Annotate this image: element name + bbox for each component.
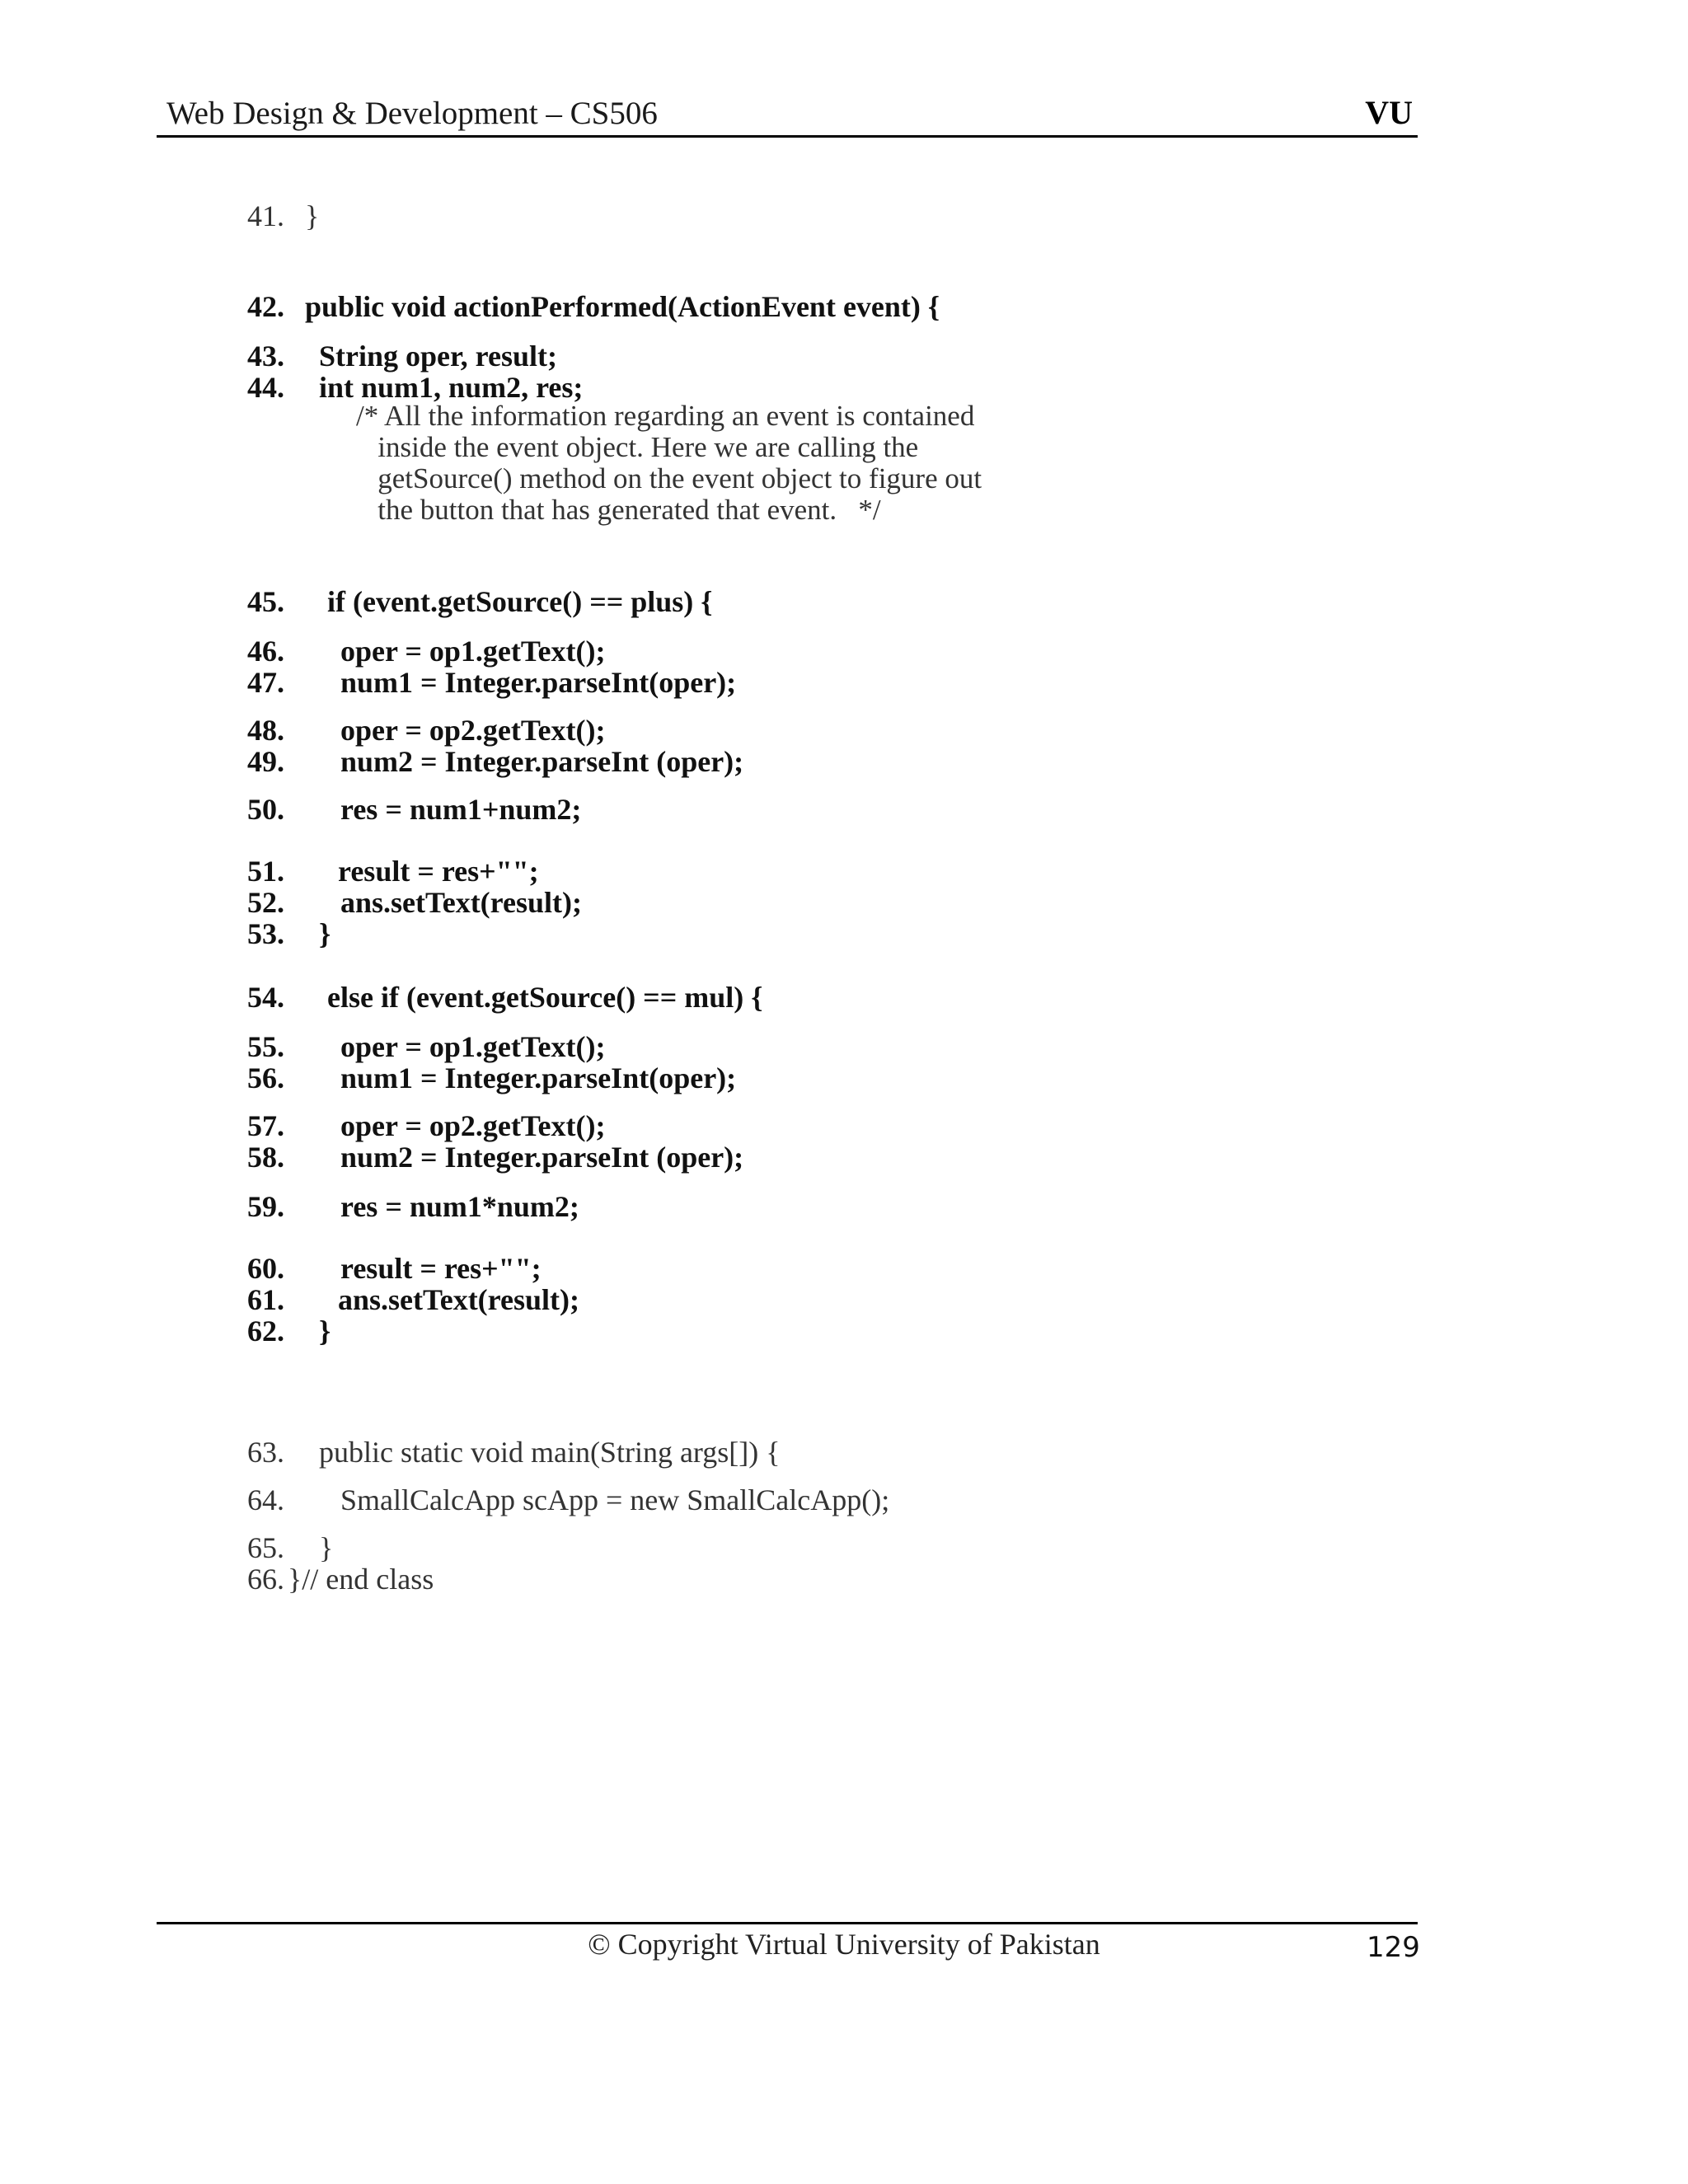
code-line-50 bbox=[232, 760, 581, 826]
code-text: result = res+""; bbox=[340, 1252, 542, 1285]
line-number: 44. bbox=[247, 371, 284, 404]
line-number: 51. bbox=[247, 855, 284, 888]
code-text: num2 = Integer.parseInt (oper); bbox=[340, 1141, 744, 1174]
code-text: public static void main(String args[]) { bbox=[319, 1436, 781, 1469]
line-number: 56. bbox=[247, 1062, 284, 1094]
code-text: } bbox=[319, 1315, 331, 1347]
code-text: else if (event.getSource() == mul) { bbox=[327, 981, 763, 1014]
code-text: String oper, result; bbox=[319, 340, 558, 373]
line-number: 60. bbox=[247, 1252, 284, 1285]
line-number: 57. bbox=[247, 1109, 284, 1142]
line-number: 54. bbox=[247, 981, 284, 1014]
code-line-41 bbox=[232, 166, 319, 232]
code-line-44 bbox=[232, 338, 583, 404]
line-number: 64. bbox=[247, 1483, 284, 1516]
code-text: } bbox=[319, 917, 331, 950]
line-number: 61. bbox=[247, 1283, 284, 1316]
code-text: num1 = Integer.parseInt(oper); bbox=[340, 1062, 737, 1094]
code-text: }// end class bbox=[288, 1563, 434, 1596]
code-text: res = num1+num2; bbox=[340, 793, 582, 826]
code-comment: /* All the information regarding an event is contained inside the event object. Here we are calling the getSource() method on the event object to figure out the button that has generated that event. */ bbox=[356, 400, 982, 526]
footer-copyright: © Copyright Virtual University of Pakistan bbox=[588, 1928, 1100, 1961]
code-text: ans.setText(result); bbox=[340, 886, 582, 919]
line-number: 58. bbox=[247, 1141, 284, 1174]
code-text: oper = op2.getText(); bbox=[340, 1109, 606, 1142]
code-text: res = num1*num2; bbox=[340, 1190, 579, 1223]
code-text: public void actionPerformed(ActionEvent event) { bbox=[305, 290, 940, 323]
code-text: num2 = Integer.parseInt (oper); bbox=[340, 745, 744, 778]
line-number: 50. bbox=[247, 793, 284, 826]
line-number: 42. bbox=[247, 290, 284, 323]
footer-divider bbox=[157, 1922, 1418, 1924]
line-number: 47. bbox=[247, 666, 284, 699]
line-number: 49. bbox=[247, 745, 284, 778]
code-line-59 bbox=[232, 1157, 579, 1223]
code-line-53 bbox=[232, 884, 331, 950]
code-text: oper = op2.getText(); bbox=[340, 714, 606, 747]
line-number: 43. bbox=[247, 340, 284, 373]
line-number: 53. bbox=[247, 917, 284, 950]
line-number: 66. bbox=[247, 1563, 284, 1596]
code-text: } bbox=[305, 199, 320, 232]
code-text: int num1, num2, res; bbox=[319, 371, 584, 404]
header-logo-text: VU bbox=[1365, 94, 1413, 131]
page-header bbox=[157, 94, 1418, 138]
code-text: oper = op1.getText(); bbox=[340, 1030, 606, 1063]
line-number: 62. bbox=[247, 1315, 284, 1347]
code-line-66 bbox=[232, 1530, 434, 1596]
code-text: ans.setText(result); bbox=[338, 1283, 579, 1316]
page-number: 129 bbox=[1367, 1931, 1420, 1964]
code-text: } bbox=[319, 1531, 334, 1564]
line-number: 59. bbox=[247, 1190, 284, 1223]
line-number: 65. bbox=[247, 1531, 284, 1564]
line-number: 52. bbox=[247, 886, 284, 919]
line-number: 55. bbox=[247, 1030, 284, 1063]
line-number: 41. bbox=[247, 199, 284, 232]
code-text: result = res+""; bbox=[338, 855, 539, 888]
code-text: SmallCalcApp scApp = new SmallCalcApp(); bbox=[340, 1483, 890, 1516]
line-number: 63. bbox=[247, 1436, 284, 1469]
line-number: 46. bbox=[247, 635, 284, 668]
code-text: oper = op1.getText(); bbox=[340, 635, 606, 668]
code-text: if (event.getSource() == plus) { bbox=[327, 585, 713, 618]
line-number: 45. bbox=[247, 585, 284, 618]
code-text: num1 = Integer.parseInt(oper); bbox=[340, 666, 737, 699]
header-title: Web Design & Development – CS506 bbox=[166, 96, 658, 131]
line-number: 48. bbox=[247, 714, 284, 747]
code-line-62 bbox=[232, 1282, 331, 1347]
